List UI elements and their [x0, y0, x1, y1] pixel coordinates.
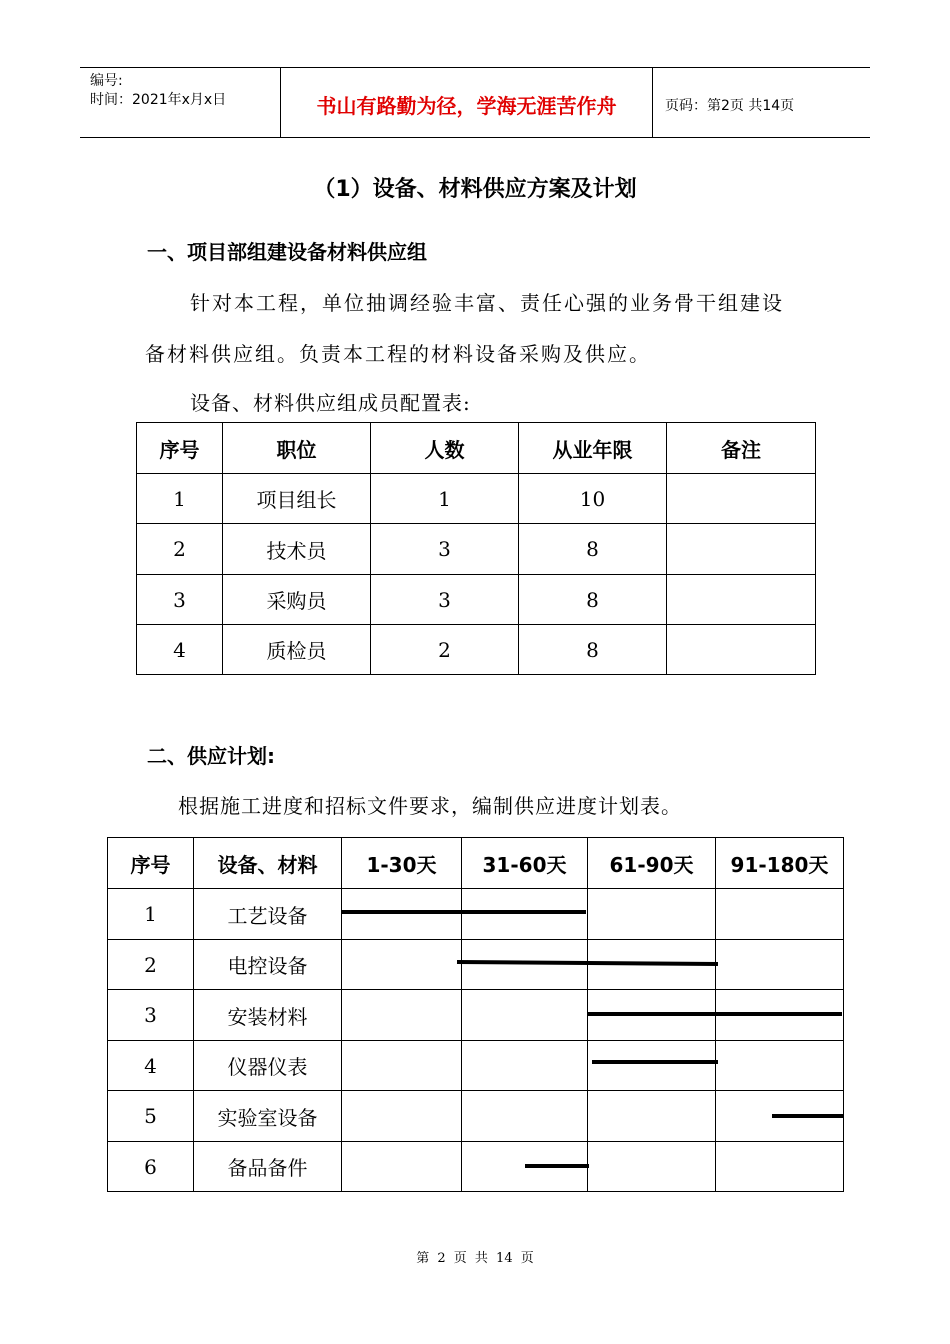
table-cell: 8 — [519, 625, 667, 675]
table-cell: 2 — [108, 940, 194, 990]
table-row — [108, 889, 844, 940]
section2-heading: 二、供应计划: — [147, 744, 275, 768]
section1-para-line1: 针对本工程，单位抽调经验丰富、责任心强的业务骨干组建设 — [190, 291, 784, 315]
table-cell: 3 — [371, 524, 519, 575]
table-cell — [667, 524, 816, 575]
page-footer: 第 2 页 共 14 页 — [416, 1251, 534, 1266]
table-cell: 1 — [137, 474, 223, 524]
table-cell: 3 — [108, 990, 194, 1041]
schedule-col-header: 91-180天 — [716, 838, 844, 889]
table-cell: 3 — [371, 575, 519, 625]
table-cell: 项目组长 — [223, 474, 371, 524]
staff-table-header-row — [137, 423, 816, 474]
staff-col-header: 从业年限 — [519, 423, 667, 474]
schedule-col-header: 1-30天 — [342, 838, 462, 889]
schedule-header-row — [108, 838, 844, 889]
table-row — [137, 524, 816, 575]
schedule-col-header: 序号 — [108, 838, 194, 889]
table-row — [108, 1142, 844, 1192]
table-cell: 8 — [519, 575, 667, 625]
table-cell: 4 — [108, 1041, 194, 1091]
time-label: 时间：2021年x月x日 — [90, 92, 227, 108]
number-label: 编号: — [90, 73, 123, 89]
table-cell: 技术员 — [223, 524, 371, 575]
gantt-bar-process-equipment — [342, 910, 586, 914]
table-cell: 实验室设备 — [194, 1091, 342, 1142]
table-cell: 2 — [371, 625, 519, 675]
table-cell: 仪器仪表 — [194, 1041, 342, 1091]
table-cell — [667, 575, 816, 625]
table-cell: 电控设备 — [194, 940, 342, 990]
gantt-bar-spare-parts — [525, 1164, 589, 1168]
table-cell: 10 — [519, 474, 667, 524]
table-cell: 采购员 — [223, 575, 371, 625]
table-cell: 备品备件 — [194, 1142, 342, 1192]
table-cell: 6 — [108, 1142, 194, 1192]
section2-para: 根据施工进度和招标文件要求，编制供应进度计划表。 — [178, 794, 682, 818]
table-cell: 4 — [137, 625, 223, 675]
header-meta — [80, 68, 281, 137]
schedule-col-header: 31-60天 — [462, 838, 588, 889]
table-row — [137, 575, 816, 625]
table-cell: 3 — [137, 575, 223, 625]
table-cell: 1 — [108, 889, 194, 940]
document-header — [80, 67, 870, 138]
table-cell: 安装材料 — [194, 990, 342, 1041]
staff-table — [136, 422, 816, 675]
staff-col-header: 人数 — [371, 423, 519, 474]
table-cell: 1 — [371, 474, 519, 524]
gantt-bar-instruments — [592, 1060, 718, 1064]
table-cell — [667, 474, 816, 524]
header-motto: 书山有路勤为径，学海无涯苦作舟 — [281, 68, 653, 137]
document-title: （1）设备、材料供应方案及计划 — [313, 177, 637, 202]
staff-table-caption: 设备、材料供应组成员配置表: — [190, 391, 471, 415]
table-cell — [667, 625, 816, 675]
table-cell: 质检员 — [223, 625, 371, 675]
table-row — [108, 1091, 844, 1142]
schedule-col-header: 61-90天 — [588, 838, 716, 889]
gantt-bar-lab-equipment — [772, 1114, 843, 1118]
staff-col-header: 序号 — [137, 423, 223, 474]
section1-para-line2: 备材料供应组。负责本工程的材料设备采购及供应。 — [145, 342, 651, 366]
section1-heading: 一、项目部组建设备材料供应组 — [147, 240, 427, 264]
table-cell: 5 — [108, 1091, 194, 1142]
table-row — [108, 940, 844, 990]
table-row — [108, 1041, 844, 1091]
table-cell: 8 — [519, 524, 667, 575]
schedule-col-header: 设备、材料 — [194, 838, 342, 889]
staff-col-header: 职位 — [223, 423, 371, 474]
table-cell: 2 — [137, 524, 223, 575]
table-cell: 工艺设备 — [194, 889, 342, 940]
table-row — [137, 474, 816, 524]
table-row — [137, 625, 816, 675]
gantt-bar-installation-material — [587, 1012, 842, 1016]
header-page-info: 页码：第2页 共14页 — [665, 97, 795, 114]
staff-col-header: 备注 — [667, 423, 816, 474]
